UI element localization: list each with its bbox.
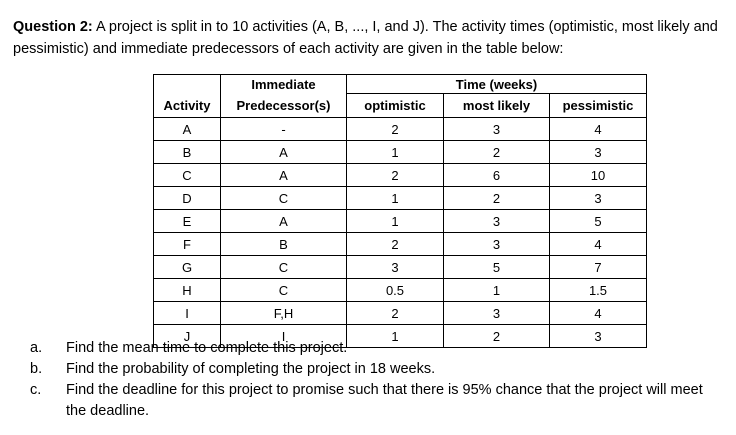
cell-most-likely: 2 bbox=[444, 187, 550, 210]
cell-activity: H bbox=[154, 279, 221, 302]
table-row bbox=[154, 210, 647, 233]
question-text: A project is split in to 10 activities (A, B, ..., I, and J). The activity times (optimistic, most likely and pessimistic) and immediate predecessors of each activity are given in the table below: bbox=[13, 19, 718, 57]
cell-most-likely: 3 bbox=[444, 302, 550, 325]
cell-optimistic: 1 bbox=[347, 187, 444, 210]
cell-optimistic: 1 bbox=[347, 210, 444, 233]
header-optimistic: optimistic bbox=[347, 94, 444, 118]
table-row bbox=[154, 302, 647, 325]
cell-activity: J bbox=[154, 325, 221, 348]
part-text: Find the probability of completing the project in 18 weeks. bbox=[66, 361, 436, 377]
header-time-group: Time (weeks) bbox=[347, 75, 647, 94]
cell-most-likely: 3 bbox=[444, 210, 550, 233]
cell-predecessor: F,H bbox=[221, 302, 347, 325]
header-pessimistic: pessimistic bbox=[550, 94, 647, 118]
table-row bbox=[154, 164, 647, 187]
table-row bbox=[154, 233, 647, 256]
cell-pessimistic: 7 bbox=[550, 256, 647, 279]
part-c bbox=[0, 380, 724, 422]
part-b bbox=[0, 359, 724, 380]
cell-optimistic: 2 bbox=[347, 118, 444, 141]
question-label: Question 2: bbox=[13, 19, 93, 35]
cell-predecessor: B bbox=[221, 233, 347, 256]
activity-table bbox=[153, 74, 647, 348]
cell-pessimistic: 3 bbox=[550, 141, 647, 164]
cell-most-likely: 2 bbox=[444, 325, 550, 348]
cell-activity: D bbox=[154, 187, 221, 210]
table-row bbox=[154, 279, 647, 302]
question-intro bbox=[13, 16, 725, 60]
cell-activity: E bbox=[154, 210, 221, 233]
cell-pessimistic: 4 bbox=[550, 118, 647, 141]
cell-most-likely: 2 bbox=[444, 141, 550, 164]
cell-predecessor: A bbox=[221, 164, 347, 187]
table-row bbox=[154, 187, 647, 210]
cell-predecessor: I bbox=[221, 325, 347, 348]
cell-predecessor: - bbox=[221, 118, 347, 141]
cell-most-likely: 3 bbox=[444, 118, 550, 141]
cell-predecessor: A bbox=[221, 141, 347, 164]
cell-predecessor: C bbox=[221, 187, 347, 210]
cell-optimistic: 2 bbox=[347, 233, 444, 256]
cell-predecessor: C bbox=[221, 279, 347, 302]
question-parts bbox=[0, 338, 724, 422]
header-activity-top bbox=[154, 75, 221, 94]
header-predecessor-line2: Predecessor(s) bbox=[221, 94, 347, 118]
cell-pessimistic: 1.5 bbox=[550, 279, 647, 302]
cell-optimistic: 3 bbox=[347, 256, 444, 279]
cell-optimistic: 0.5 bbox=[347, 279, 444, 302]
cell-activity: G bbox=[154, 256, 221, 279]
cell-activity: C bbox=[154, 164, 221, 187]
part-a bbox=[0, 338, 724, 359]
cell-pessimistic: 4 bbox=[550, 302, 647, 325]
part-text: Find the deadline for this project to promise such that there is 95% chance that the project will meet the deadline. bbox=[66, 382, 703, 419]
cell-pessimistic: 3 bbox=[550, 325, 647, 348]
cell-activity: A bbox=[154, 118, 221, 141]
cell-pessimistic: 5 bbox=[550, 210, 647, 233]
cell-optimistic: 2 bbox=[347, 302, 444, 325]
part-text: Find the mean time to complete this project. bbox=[66, 340, 348, 356]
header-activity: Activity bbox=[154, 94, 221, 118]
table-row bbox=[154, 141, 647, 164]
cell-pessimistic: 10 bbox=[550, 164, 647, 187]
cell-most-likely: 6 bbox=[444, 164, 550, 187]
header-predecessor-line1: Immediate bbox=[221, 75, 347, 94]
header-most-likely: most likely bbox=[444, 94, 550, 118]
cell-predecessor: A bbox=[221, 210, 347, 233]
cell-pessimistic: 4 bbox=[550, 233, 647, 256]
cell-predecessor: C bbox=[221, 256, 347, 279]
cell-activity: I bbox=[154, 302, 221, 325]
table-row bbox=[154, 256, 647, 279]
cell-activity: B bbox=[154, 141, 221, 164]
part-marker: b. bbox=[30, 361, 43, 377]
cell-optimistic: 1 bbox=[347, 325, 444, 348]
part-marker: c. bbox=[30, 382, 42, 398]
cell-optimistic: 2 bbox=[347, 164, 444, 187]
part-marker: a. bbox=[30, 340, 43, 356]
cell-most-likely: 3 bbox=[444, 233, 550, 256]
cell-activity: F bbox=[154, 233, 221, 256]
table-row bbox=[154, 118, 647, 141]
cell-most-likely: 1 bbox=[444, 279, 550, 302]
cell-pessimistic: 3 bbox=[550, 187, 647, 210]
cell-optimistic: 1 bbox=[347, 141, 444, 164]
cell-most-likely: 5 bbox=[444, 256, 550, 279]
